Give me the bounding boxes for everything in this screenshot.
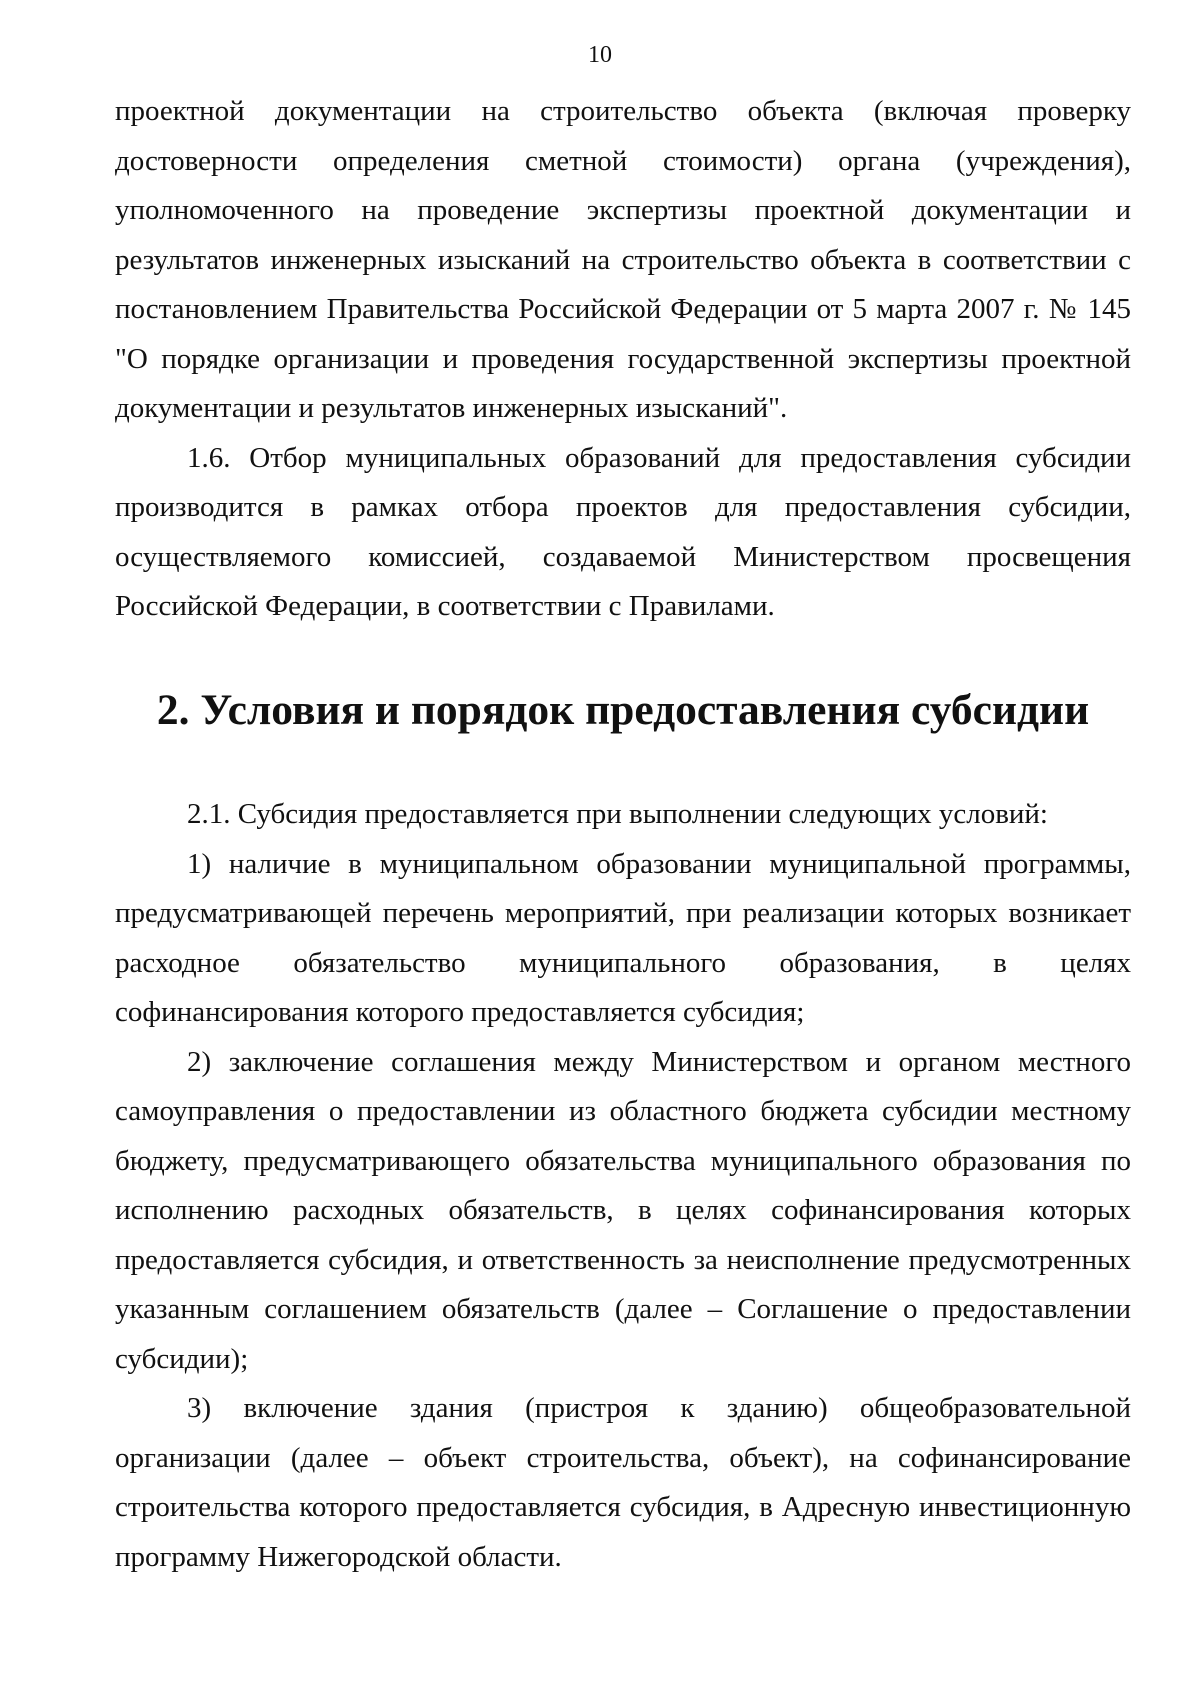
paragraph-2-1-conditions: 2.1. Субсидия предоставляется при выполнении следующих условий:	[187, 798, 1048, 830]
paragraph-condition-1: 1) наличие в муниципальном образовании муниципальной программы, предусматривающей перечень мероприятий, при реализации которых возникает расходное обязательство муниципального образования, в целях софинансирования которого предоставляется субсидия;	[115, 847, 1131, 1028]
paragraph-expertise-continuation: проектной документации на строительство объекта (включая проверку достоверности определения сметной стоимости) органа (учреждения), уполномоченного на проведение экспертизы проектной документации и результатов инженерных изысканий на строительство объекта в соответствии с постановлением Правительства Российской Федерации от 5 марта 2007 г. № 145 "О порядке организации и проведения государственной экспертизы проектной документации и результатов инженерных изысканий".	[115, 95, 1131, 424]
paragraph-1-6-selection: 1.6. Отбор муниципальных образований для предоставления субсидии производится в рамках отбора проектов для предоставления субсидии, осуществляемого комиссией, создаваемой Министерством просвещения Российской Федерации, в соответствии с Правилами.	[115, 441, 1131, 622]
document-body	[115, 87, 1131, 1582]
paragraph-condition-2: 2) заключение соглашения между Министерством и органом местного самоуправления о предоставлении из областного бюджета субсидии местному бюджету, предусматривающего обязательства муниципального образования по исполнению расходных обязательств, в целях софинансирования которых предоставляется субсидия, и ответственность за неисполнение предусмотренных указанным соглашением обязательств (далее – Соглашение о предоставлении субсидии);	[115, 1045, 1131, 1375]
section-heading-2: 2. Условия и порядок предоставления субсидии	[156, 685, 1090, 734]
page-number: 10	[588, 42, 612, 68]
paragraph-condition-3: 3) включение здания (пристроя к зданию) общеобразовательной организации (далее – объект строительства, объект), на софинансирование строительства которого предоставляется субсидия, в Адресную инвестиционную программу Нижегородской области.	[115, 1392, 1131, 1573]
